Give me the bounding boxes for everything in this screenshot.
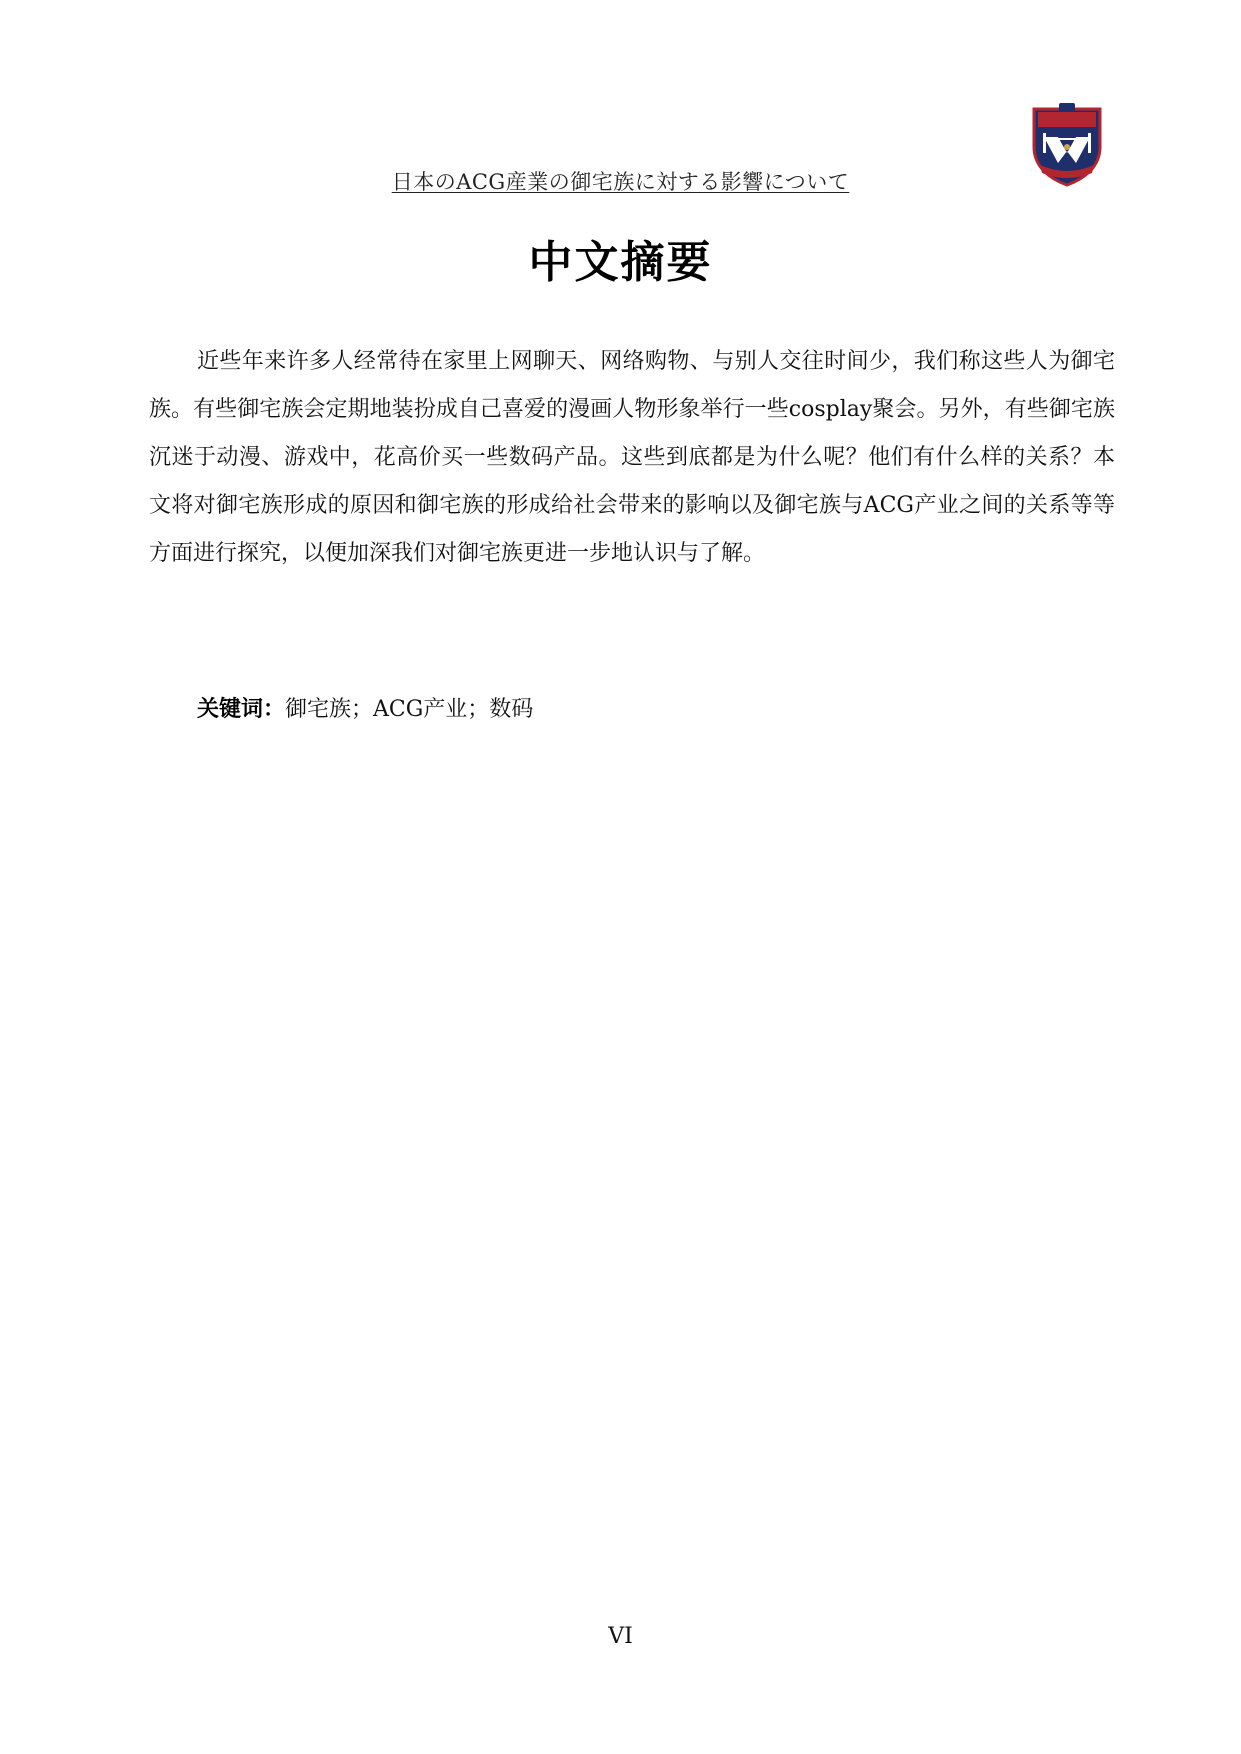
running-title: 日本のACG産業の御宅族に対する影響について: [391, 170, 850, 194]
page-number: VI: [608, 1624, 633, 1649]
keywords-label: 关键词：: [197, 697, 286, 722]
keywords-value: 御宅族；ACG产业；数码: [285, 697, 534, 722]
keywords-line: [197, 690, 533, 730]
university-crest-icon: [1028, 103, 1106, 187]
page-title: 中文摘要: [528, 237, 713, 288]
abstract-paragraph: 近些年来许多人经常待在家里上网聊天、网络购物、与别人交往时间少，我们称这些人为御宅族。有些御宅族会定期地装扮成自己喜爱的漫画人物形象举行一些cosplay聚会。另外，有些御宅族沉迷于动漫、游戏中，花高价买一些数码产品。这些到底都是为什么呢？他们有什么样的关系？本文将对御宅族形成的原因和御宅族的形成给社会带来的影响以及御宅族与ACG产业之间的关系等等方面进行探究，以便加深我们对御宅族更进一步地认识与了解。: [149, 349, 1115, 566]
